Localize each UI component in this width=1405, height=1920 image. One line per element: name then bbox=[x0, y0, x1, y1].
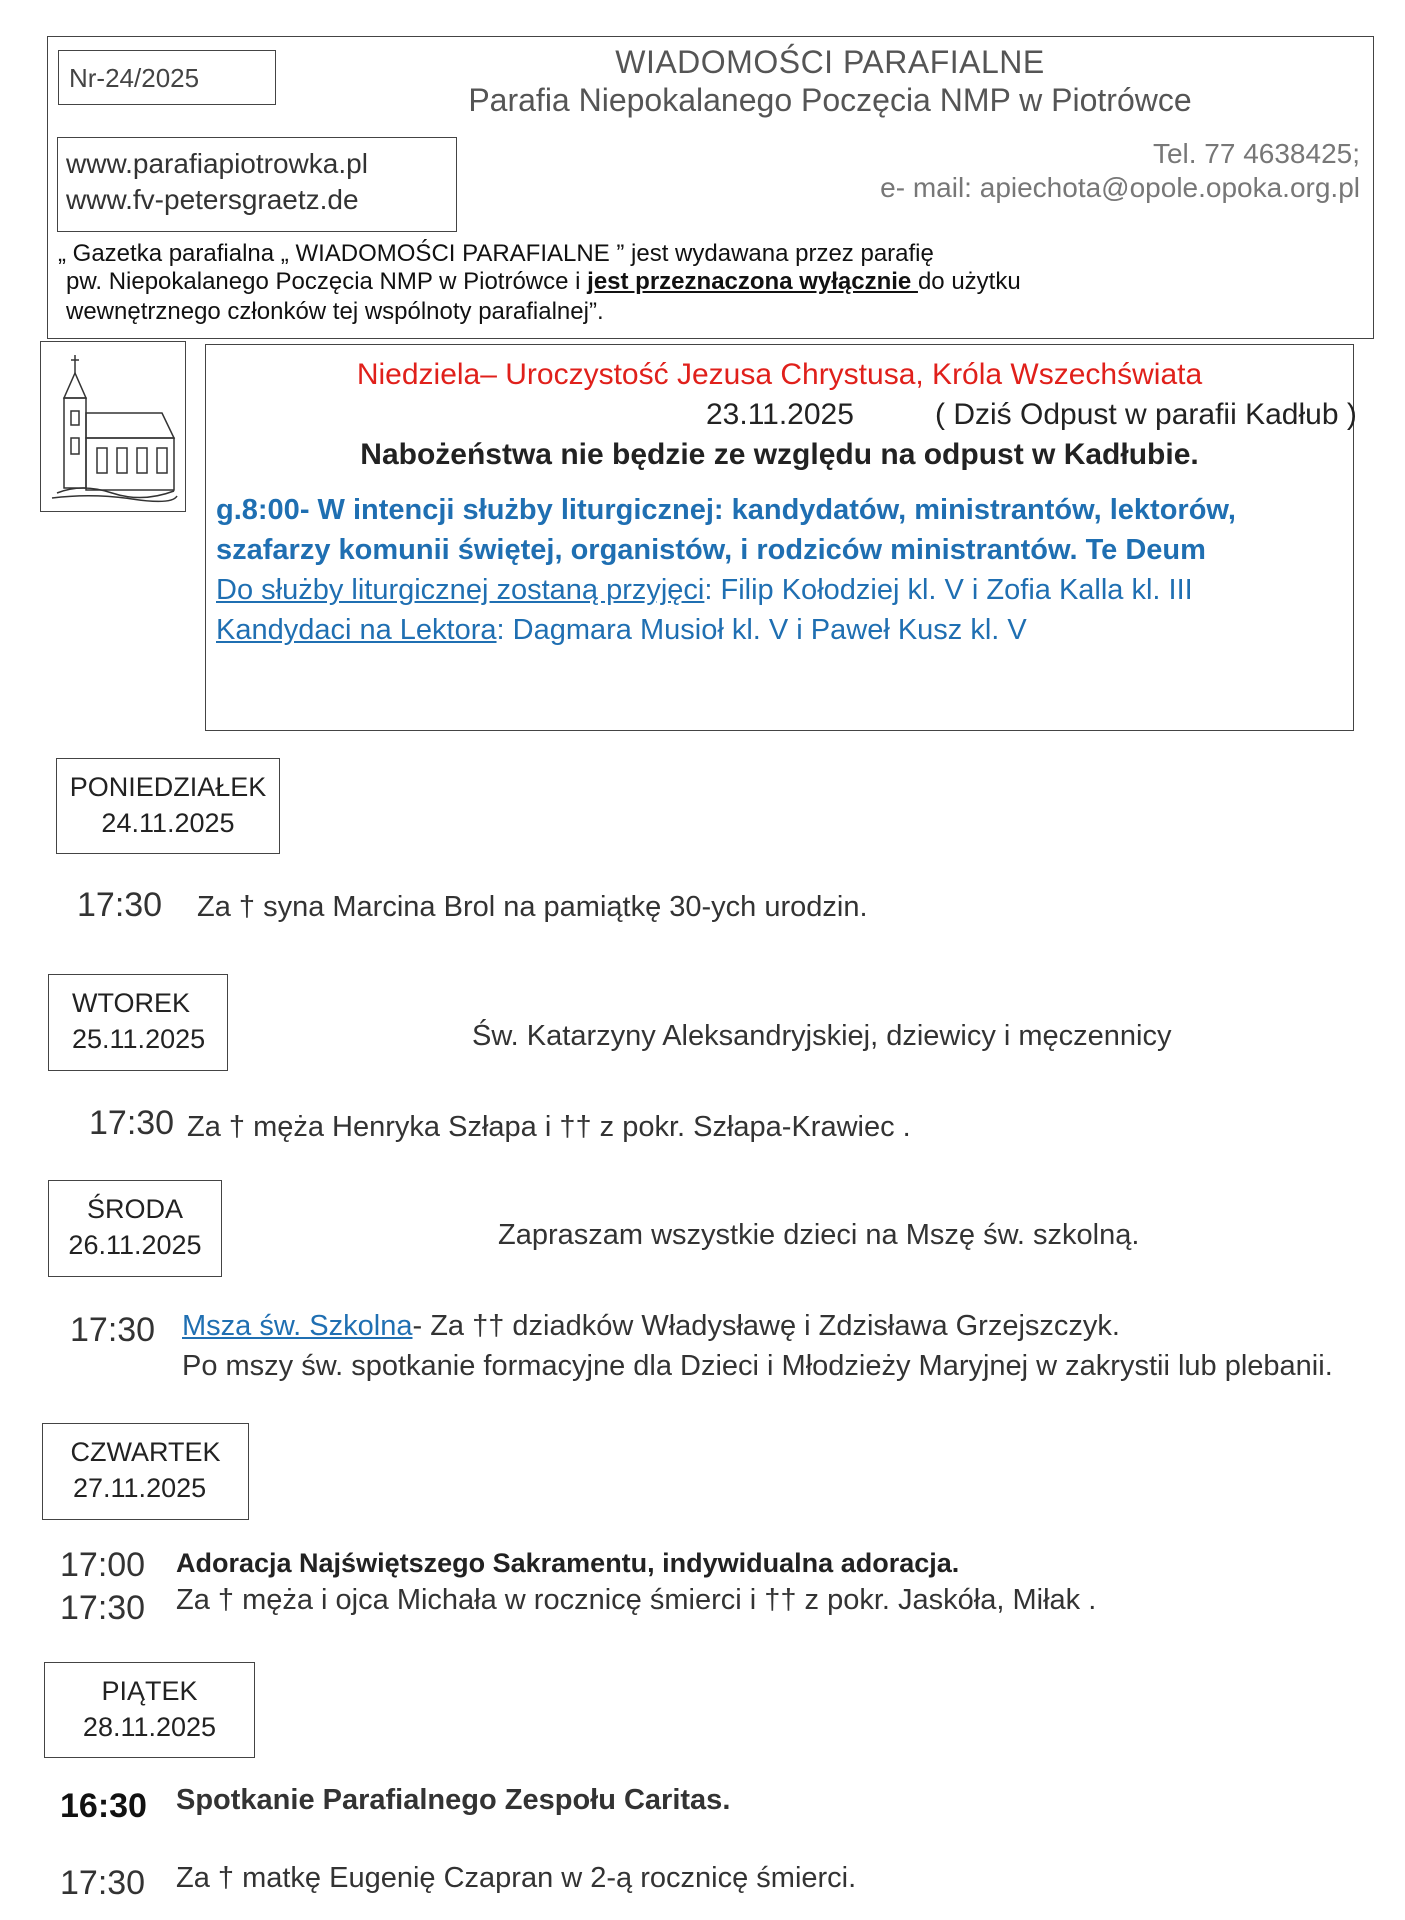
notice-line-2-end: do użytku bbox=[917, 268, 1021, 295]
website-link-2[interactable]: www.fv-petersgraetz.de bbox=[66, 184, 359, 215]
day-box-tuesday bbox=[48, 974, 228, 1071]
notice-line-2-start: pw. Niepokalanego Poczęcia NMP w Piotrówce i bbox=[66, 268, 588, 295]
church-icon bbox=[42, 343, 184, 510]
day-name: PONIEDZIAŁEK bbox=[69, 772, 267, 802]
notice-line-1: „ Gazetka parafialna „ WIADOMOŚCI PARAFIALNE ” jest wydawana przez parafię bbox=[58, 240, 934, 267]
issue-number: Nr-24/2025 bbox=[69, 63, 200, 93]
day-box-monday bbox=[56, 758, 280, 854]
mass-time: 17:30 bbox=[60, 1864, 146, 1902]
mass-intention-line bbox=[182, 1310, 1120, 1343]
sunday-mass-line-2: szafarzy komunii świętej, organistów, i rodziców ministrantów. Te Deum bbox=[216, 534, 1206, 566]
sunday-date: 23.11.2025 bbox=[706, 398, 854, 431]
mass-intention: Za † matkę Eugenię Czapran w 2-ą rocznicę śmierci. bbox=[176, 1862, 857, 1894]
feast-name: Św. Katarzyny Aleksandryjskiej, dziewicy i męczennicy bbox=[472, 1020, 1172, 1052]
accepted-label: Do służby liturgicznej zostaną przyjęci bbox=[216, 574, 705, 606]
notice-line-3: wewnętrznego członków tej wspólnoty parafialnej”. bbox=[66, 298, 604, 325]
mass-time: 17:30 bbox=[60, 1589, 146, 1627]
day-name: ŚRODA bbox=[86, 1194, 184, 1224]
sunday-accepted-line bbox=[216, 574, 1193, 607]
caritas-meeting: Spotkanie Parafialnego Zespołu Caritas. bbox=[176, 1784, 731, 1816]
issue-number-box bbox=[58, 50, 276, 105]
sunday-title: Niedziela– Uroczystość Jezusa Chrystusa, Króla Wszechświata bbox=[356, 358, 1203, 391]
sunday-notice: Nabożeństwa nie będzie ze względu na odpust w Kadłubie. bbox=[360, 438, 1199, 471]
day-date: 25.11.2025 bbox=[72, 1024, 206, 1054]
adoration-text: Adoracja Najświętszego Sakramentu, indywidualna adoracja. bbox=[176, 1548, 960, 1578]
mass-intention: Za † męża i ojca Michała w rocznicę śmierci i †† z pokr. Jaskóła, Miłak . bbox=[176, 1584, 1097, 1616]
sunday-mass-line-1: g.8:00- W intencji służby liturgicznej: kandydatów, ministrantów, lektorów, bbox=[216, 494, 1236, 526]
day-date: 28.11.2025 bbox=[82, 1712, 217, 1742]
adoration-time: 17:00 bbox=[60, 1546, 146, 1584]
wednesday-note: Zapraszam wszystkie dzieci na Mszę św. szkolną. bbox=[498, 1219, 1140, 1251]
sunday-lector-line bbox=[216, 614, 1027, 647]
phone-number: Tel. 77 4638425; bbox=[1152, 138, 1360, 169]
church-image-frame bbox=[40, 341, 186, 512]
notice-line-2 bbox=[66, 268, 1021, 296]
day-date: 24.11.2025 bbox=[101, 808, 235, 838]
parish-name: Parafia Niepokalanego Poczęcia NMP w Piotrówce bbox=[468, 82, 1192, 118]
websites-box bbox=[57, 137, 457, 232]
mass-intention: - Za †† dziadków Władysławę i Zdzisława Grzejszczyk. bbox=[412, 1310, 1120, 1342]
day-box-wednesday bbox=[48, 1180, 222, 1277]
lector-label: Kandydaci na Lektora bbox=[216, 614, 497, 646]
day-date: 26.11.2025 bbox=[68, 1230, 202, 1260]
day-box-friday bbox=[44, 1662, 255, 1758]
day-box-thursday bbox=[42, 1423, 249, 1520]
formation-meeting: Po mszy św. spotkanie formacyjne dla Dzieci i Młodzieży Maryjnej w zakrystii lub plebanii. bbox=[182, 1350, 1333, 1382]
newsletter-title: WIADOMOŚCI PARAFIALNE bbox=[615, 44, 1045, 80]
sunday-odpust: ( Dziś Odpust w parafii Kadłub ) bbox=[935, 398, 1357, 431]
day-name: WTOREK bbox=[72, 988, 191, 1018]
school-mass-label: Msza św. Szkolna bbox=[182, 1310, 413, 1342]
mass-intention: Za † syna Marcina Brol na pamiątkę 30-ych urodzin. bbox=[197, 891, 868, 923]
caritas-time: 16:30 bbox=[60, 1787, 147, 1825]
mass-time: 17:30 bbox=[77, 886, 163, 924]
mass-time: 17:30 bbox=[89, 1104, 175, 1142]
email-address[interactable]: e- mail: apiechota@opole.opoka.org.pl bbox=[880, 172, 1360, 203]
day-date: 27.11.2025 bbox=[73, 1473, 207, 1503]
accepted-names: : Filip Kołodziej kl. V i Zofia Kalla kl. III bbox=[704, 574, 1193, 606]
lector-names: : Dagmara Musioł kl. V i Paweł Kusz kl. V bbox=[496, 614, 1027, 646]
day-name: CZWARTEK bbox=[70, 1437, 221, 1467]
mass-intention: Za † męża Henryka Szłapa i †† z pokr. Szłapa-Krawiec . bbox=[187, 1111, 911, 1143]
day-name: PIĄTEK bbox=[101, 1676, 198, 1706]
website-link-1[interactable]: www.parafiapiotrowka.pl bbox=[66, 148, 368, 179]
notice-exclusive: jest przeznaczona wyłącznie bbox=[587, 268, 918, 295]
mass-time: 17:30 bbox=[70, 1311, 156, 1349]
